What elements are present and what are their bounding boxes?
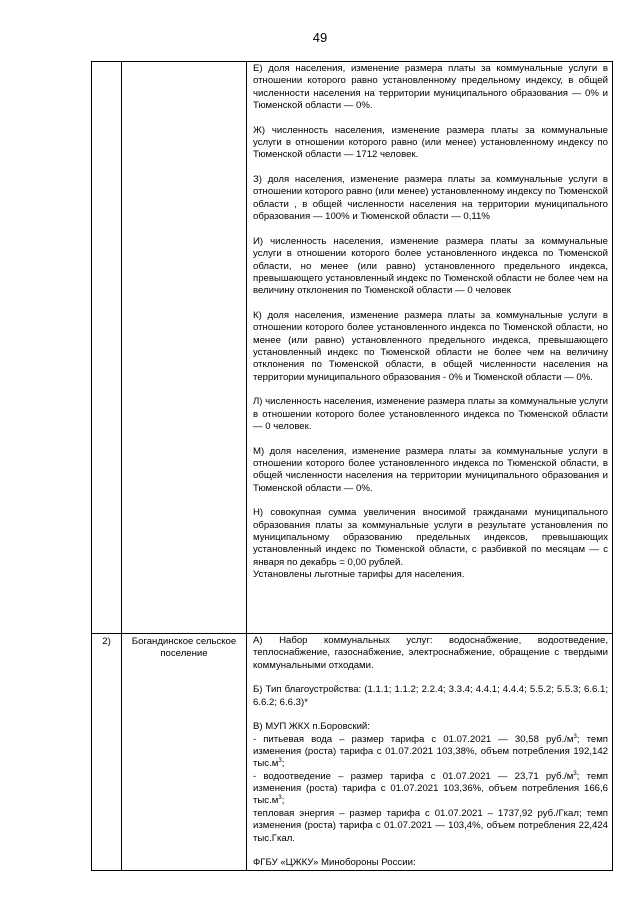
municipality-cell [122, 634, 247, 871]
provider-name: ФГБУ «ЦЖКУ» Минобороны России: [253, 857, 416, 869]
services-table [91, 61, 613, 871]
water-tariff: - питьевая вода – размер тарифа с 01.07.2021 — 30,58 $руб./м^3$; темп изменения (роста) тарифа с 01.07.2021 103,38%, объем потребления 192,142 $тыс.м^3$; [253, 733, 608, 770]
sewer-tariff: - водоотведение – размер тарифа с 01.07.2021 — 23,71 $руб./м^3$; темп изменения (роста) тарифа с 01.07.2021 103,36%, объем потребления 166,6 $тыс.м^3$; [253, 770, 608, 807]
number-cell [92, 634, 122, 871]
indicators-cell [247, 62, 613, 634]
heat-tariff: тепловая энергия – размер тарифа с 01.07.2021 – 1737,92 руб./Гкал; темп изменения (роста) тарифа с 01.07.2021 — 103,4%, объем потребления 22,424 тыс.Гкал. [253, 807, 608, 844]
indicator-paragraph: З) доля населения, изменение размера платы за коммунальные услуги в отношении которого равно (или менее) установленному индексу по Тюменской области , в общей численности населения на территории муниципального образования — 100% и Тюменской области — 0,11% [253, 174, 608, 223]
provider-name: В) МУП ЖКХ п.Боровский: [253, 721, 370, 733]
indicator-paragraph: Л) численность населения, изменение размера платы за коммунальные услуги в отношении которого более установленного индекса по Тюменской области — 0 человек. [253, 396, 608, 432]
municipality-cell [122, 62, 247, 634]
municipality-name: Богандинское сельское поселение [131, 636, 237, 660]
indicator-paragraph: Н) совокупная сумма увеличения вносимой гражданами муниципального образования платы за коммунальные услуги в результате установления по муниципальному образованию предельных индексов, превышающих установленный индекс по Тюменской области, с разбивкой по месяцам — с января по декабрь = 0,00 рублей. [253, 507, 608, 568]
improvement-type: Б) Тип благоустройства: (1.1.1; 1.1.2; 2.2.4; 3.3.4; 4.4.1; 4.4.4; 5.5.2; 5.5.3; 6.6.1; 6.6.2; 6.6.3)* [253, 684, 608, 708]
row-number: 2) [102, 636, 111, 647]
table-row [92, 634, 613, 871]
closing-line: Установлены льготные тарифы для населения. [253, 569, 465, 581]
indicator-paragraph: Е) доля населения, изменение размера платы за коммунальные услуги в отношении которого равно установленному предельному индексу, в общей численности населения на территории муниципального образования — 0% и Тюменской области — 0%. [253, 63, 608, 112]
page-number: 49 [312, 30, 328, 45]
indicator-paragraph: Ж) численность населения, изменение размера платы за коммунальные услуги в отношении которого равно (или менее) установленному индексу по Тюменской области — 1712 человек. [253, 124, 608, 161]
services-set: А) Набор коммунальных услуг: водоснабжение, водоотведение, теплоснабжение, газоснабжение, электроснабжение, обращение с твердыми коммунальными отходами. [253, 635, 608, 671]
indicator-paragraph: М) доля населения, изменение размера платы за коммунальные услуги в отношении которого более установленного индекса по Тюменской области, в общей численности населения на территории муниципального образования и Тюменской области — 0%. [253, 445, 608, 494]
number-cell [92, 62, 122, 634]
table-row [92, 62, 613, 634]
indicator-paragraph: И) численность населения, изменение размера платы за коммунальные услуги в отношении которого более установленного индекса по Тюменской области, но менее (или равно) установленного предельного индекса, превышающего установленный индекс по Тюменской области не более чем на величину отклонения по Тюменской области — 0 человек [253, 235, 608, 297]
indicator-paragraph: К) доля населения, изменение размера платы за коммунальные услуги в отношении которого более установленного индекса по Тюменской области, но менее (или равно) установленного предельного индекса, превышающего установленный индекс по Тюменской области не более чем на величину отклонения по Тюменской области, в общей численности населения на территории муниципального образования - 0% и Тюменской области — 0%. [253, 309, 608, 383]
indicators-cell [247, 634, 613, 871]
